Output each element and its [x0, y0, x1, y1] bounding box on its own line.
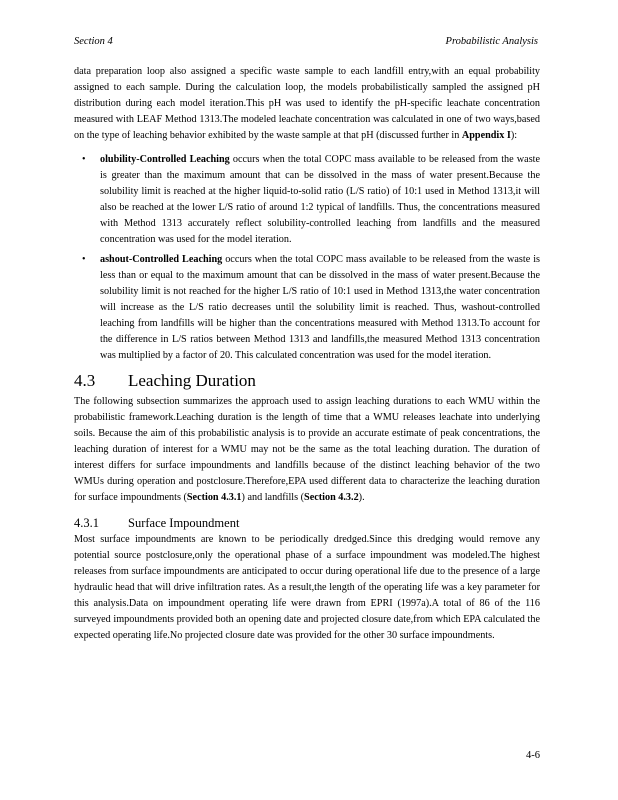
subsection-number: 4.3.1 [74, 516, 99, 530]
header-chapter-title: Probabilistic Analysis [445, 36, 538, 47]
bullet-icon: • [82, 154, 86, 165]
intro-paragraph [74, 64, 540, 144]
bullet-text: occurs when the total COPC mass available to be released from the waste is greater than the maximum amount that can be dissolved in the mass of water present.Because the solubility limit is reached at the higher liquid-to-solid ratio (L/S ratio) of 10:1 used in Method 1313,it will also be reached at the lower L/S ratio of around 1:2 typical of landfills. Thus, the concentrations measured with Method 1313 accurately reflect solubility-controlled leaching from landfills and the measured concentration was used for the model iteration. [100, 154, 541, 245]
section-text-end: ). [358, 492, 365, 503]
page-header [74, 36, 538, 50]
intro-text-end: ): [510, 130, 518, 141]
subsection-paragraph: Most surface impoundments are known to be periodically dredged.Since this dredging would remove any potential source postclosure,only the operational phase of a surface impoundment was modeled.The highest releases from surface impoundments are anticipated to occur during operational life due to the presence of a large hydraulic head that will drive infiltration rates. As a result,the length of the operating life was a key parameter for this analysis.Data on impoundment operating life were drawn from EPRI (1997a).A total of 86 of the 116 surveyed impoundments provided both an opening date and projected closure date,from which EPA calculated the expected operating life.No projected closure date was provided for the other 30 surface impoundments. [74, 534, 540, 641]
section-title: Leaching Duration [128, 371, 256, 390]
bullet-term: olubility-Controlled Leaching [100, 154, 230, 165]
intro-text: data preparation loop also assigned a specific waste sample to each landfill entry,with an equal probability assigned to each sample. During the calculation loop, the models probabilistically sampled the assigned pH distribution during each model iteration.This pH was used to identify the pH-specific leachate concentration measured with LEAF Method 1313.The modeled leachate concentration was calculated in one of two ways,based on the type of leaching behavior exhibited by the waste sample at that pH (discussed further in [74, 66, 540, 141]
section-reference-1: Section 4.3.1 [186, 492, 242, 503]
list-item [74, 252, 540, 364]
header-section-label: Section 4 [74, 36, 113, 47]
section-heading [74, 370, 540, 392]
appendix-reference: Appendix I [461, 130, 511, 141]
list-item [74, 152, 540, 248]
bullet-icon: • [82, 254, 86, 265]
bullet-term: ashout-Controlled Leaching [100, 254, 223, 265]
subsection-title: Surface Impoundment [128, 516, 240, 530]
subsection-heading [74, 514, 540, 532]
section-number: 4.3 [74, 371, 96, 390]
section-reference-2: Section 4.3.2 [304, 492, 359, 503]
bullet-text: occurs when the total COPC mass available to be released from the waste is less than or equal to the maximum amount that can be dissolved in the mass of water present.Because the solubility limit is not reached for the higher L/S ratio of 10:1 used in Method 1313,the water concentration will increase as the L/S ratio decreases until the solubility limit is reached. Thus, washout-controlled leaching from landfills will be higher than the concentrations measured with Method 1313.To account for the difference in L/S ratios between Method 1313 and landfills,the measured Method 1313 concentration was multiplied by a factor of 20. This calculated concentration was used for the model iteration. [100, 254, 541, 361]
page-number: 4-6 [526, 750, 540, 761]
leaching-behavior-list [74, 152, 540, 364]
page-body [74, 64, 540, 644]
section-paragraph [74, 394, 540, 506]
section-text: The following subsection summarizes the approach used to assign leaching durations to each WMU within the probabilistic framework.Leaching duration is the length of time that a WMU releases leachate into underlying soils. Because the aim of this probabilistic analysis is to provide an accurate estimate of peak concentrations, the leaching duration of interest for a WMU may not be the same as the total leaching duration. The duration of interest differs for surface impoundments and landfills because of the distinct leaching behavior of the two WMUs during operation and postclosure.Therefore,EPA used different data to characterize the leaching duration for surface impoundments ( [74, 396, 540, 503]
section-text-mid: ) and landfills ( [241, 492, 305, 503]
